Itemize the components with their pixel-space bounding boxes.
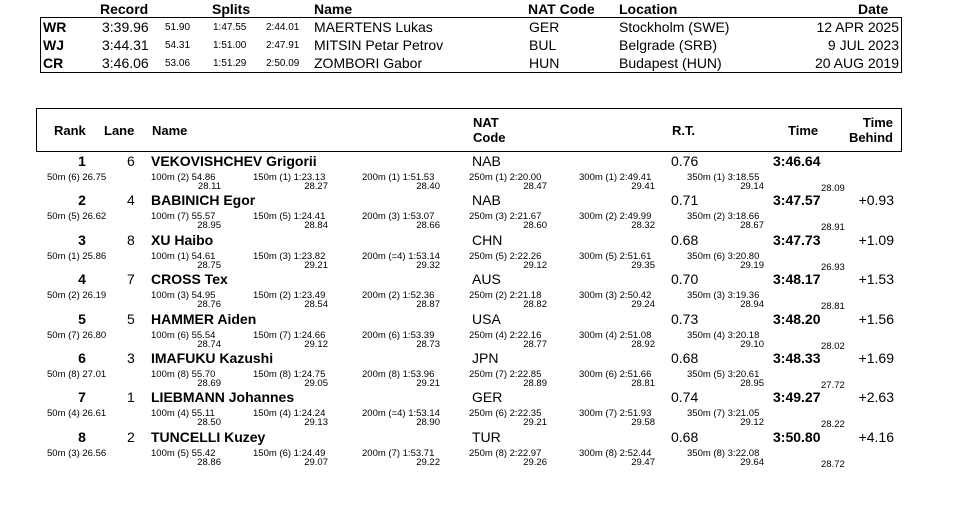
split-200m: 200m (2) 1:52.36	[362, 290, 435, 302]
final-time: 3:48.33	[773, 350, 821, 366]
reaction-time: 0.70	[671, 271, 699, 288]
split-50m: 50m (6) 26.75	[47, 172, 107, 183]
lap-300m: 29.35	[631, 259, 655, 271]
lap-400m: 28.02	[821, 340, 845, 352]
split-100m: 100m (1) 54.61	[151, 250, 216, 262]
lap-250m: 28.47	[523, 181, 547, 192]
lap-250m: 28.77	[523, 338, 547, 350]
lap-300m: 29.47	[631, 456, 655, 468]
final-time: 3:48.17	[773, 271, 821, 288]
lap-100m: 28.69	[197, 378, 221, 389]
lane: 1	[127, 389, 135, 406]
athlete-row	[36, 310, 902, 350]
split-300m: 300m (2) 2:49.99	[579, 211, 652, 223]
split-350m: 350m (2) 3:18.66	[687, 211, 760, 223]
split-50m: 50m (2) 26.19	[47, 290, 107, 302]
lane: 4	[127, 192, 135, 209]
lap-400m: 26.93	[821, 261, 845, 273]
split-350m: 350m (6) 3:20.80	[687, 250, 760, 262]
rank: 8	[78, 428, 86, 445]
record-location: Stockholm (SWE)	[619, 19, 730, 35]
split-150m: 150m (6) 1:24.49	[253, 447, 326, 459]
record-row	[41, 36, 901, 54]
lap-200m: 28.66	[416, 220, 440, 232]
location-header: Location	[619, 1, 678, 17]
lap-200m: 28.87	[416, 299, 440, 311]
split-150m: 150m (3) 1:23.82	[253, 250, 326, 262]
lap-100m: 28.75	[197, 259, 221, 271]
reaction-time: 0.76	[671, 153, 699, 169]
lap-350m: 28.95	[740, 378, 764, 389]
split-200m: 200m (=4) 1:53.14	[362, 408, 440, 420]
lane: 7	[127, 271, 135, 288]
final-time: 3:48.20	[773, 310, 821, 327]
record-name: ZOMBORI Gabor	[314, 55, 423, 71]
code-header: Code	[473, 130, 506, 145]
record-time: 3:39.96	[102, 19, 149, 35]
time-behind: +2.63	[858, 389, 894, 406]
athlete-row	[36, 428, 902, 468]
reaction-time: 0.68	[671, 231, 699, 248]
reaction-time: 0.73	[671, 310, 699, 327]
split-300m: 300m (3) 2:50.42	[579, 290, 652, 302]
lap-150m: 28.27	[304, 181, 328, 192]
split-250m: 250m (2) 2:21.18	[469, 290, 542, 302]
lap-350m: 29.19	[740, 259, 764, 271]
final-time: 3:47.73	[773, 231, 821, 248]
time-header: Time	[788, 123, 819, 138]
split-350m: 350m (7) 3:21.05	[687, 408, 760, 420]
date-header: Date	[858, 1, 889, 17]
lap-350m: 28.94	[740, 299, 764, 311]
reaction-time: 0.68	[671, 350, 699, 366]
rank: 4	[78, 271, 86, 288]
athlete-name: XU Haibo	[151, 231, 214, 248]
athlete-row	[36, 270, 902, 313]
record-time: 3:44.31	[102, 37, 149, 53]
lap-150m: 29.07	[304, 456, 328, 468]
name-header: Name	[314, 1, 353, 17]
lane: 8	[127, 231, 135, 248]
lap-100m: 28.86	[197, 456, 221, 468]
records-header	[40, 0, 902, 17]
split-200m: 200m (1) 1:51.53	[362, 172, 435, 183]
rank: 3	[78, 231, 86, 248]
lap-200m: 29.22	[416, 456, 440, 468]
record-nat: GER	[529, 19, 560, 35]
rank: 5	[78, 310, 86, 327]
reaction-time: 0.68	[671, 428, 699, 445]
lap-300m: 28.32	[631, 220, 655, 232]
rank-header: Rank	[54, 123, 86, 138]
athlete-name: IMAFUKU Kazushi	[151, 350, 274, 366]
lap-300m: 28.81	[631, 378, 655, 389]
lap-200m: 29.32	[416, 259, 440, 271]
lap-400m: 27.72	[821, 380, 845, 391]
lap-250m: 29.26	[523, 456, 547, 468]
split-100m: 100m (5) 55.42	[151, 447, 216, 459]
records-box	[40, 17, 902, 73]
athlete-name: TUNCELLI Kuzey	[151, 428, 266, 445]
time-behind: +0.93	[858, 192, 894, 209]
athlete-row	[36, 349, 902, 389]
athlete-row	[36, 388, 902, 431]
split-100m: 100m (2) 54.86	[151, 172, 216, 183]
split-50m: 50m (4) 26.61	[47, 408, 107, 420]
lane-header: Lane	[104, 123, 135, 138]
record-split-3: 2:44.01	[266, 22, 300, 33]
lap-350m: 29.12	[740, 417, 764, 429]
split-50m: 50m (8) 27.01	[47, 369, 107, 380]
lap-350m: 28.67	[740, 220, 764, 232]
lap-200m: 29.21	[416, 378, 440, 389]
split-350m: 350m (5) 3:20.61	[687, 369, 760, 380]
lap-150m: 29.21	[304, 259, 328, 271]
split-350m: 350m (1) 3:18.55	[687, 172, 760, 183]
athlete-row	[36, 231, 902, 271]
record-split-2: 1:51.00	[213, 40, 247, 51]
lane: 5	[127, 310, 135, 327]
nat-code: AUS	[472, 271, 501, 288]
time-behind: +1.56	[858, 310, 894, 327]
split-150m: 150m (7) 1:24.66	[253, 329, 326, 341]
record-date: 9 JUL 2023	[827, 37, 899, 53]
lap-300m: 28.92	[631, 338, 655, 350]
lap-300m: 29.58	[631, 417, 655, 429]
record-name: MAERTENS Lukas	[314, 19, 433, 35]
rank: 7	[78, 389, 86, 406]
record-nat: BUL	[529, 37, 557, 53]
split-100m: 100m (3) 54.95	[151, 290, 216, 302]
lap-100m: 28.74	[197, 338, 221, 350]
split-300m: 300m (6) 2:51.66	[579, 369, 652, 380]
record-type: CR	[43, 55, 64, 71]
nat-code: NAB	[472, 192, 501, 209]
lane: 3	[127, 350, 135, 366]
split-200m: 200m (=4) 1:53.14	[362, 250, 440, 262]
final-time: 3:49.27	[773, 389, 821, 406]
athlete-row	[36, 191, 902, 234]
record-nat: HUN	[529, 55, 560, 71]
split-250m: 250m (1) 2:20.00	[469, 172, 542, 183]
lap-400m: 28.81	[821, 301, 845, 313]
final-time: 3:50.80	[773, 428, 821, 445]
splits-header: Splits	[212, 1, 251, 17]
rank: 6	[78, 350, 86, 366]
nat-code: USA	[472, 310, 501, 327]
lap-100m: 28.11	[197, 181, 221, 192]
lap-150m: 28.84	[304, 220, 328, 232]
athlete-name: BABINICH Egor	[151, 192, 256, 209]
split-300m: 300m (7) 2:51.93	[579, 408, 652, 420]
time-behind: +1.53	[858, 271, 894, 288]
lap-100m: 28.76	[197, 299, 221, 311]
nat-code: TUR	[472, 428, 501, 445]
lap-350m: 29.64	[740, 456, 764, 468]
record-location: Belgrade (SRB)	[619, 37, 718, 53]
split-150m: 150m (4) 1:24.24	[253, 408, 326, 420]
split-200m: 200m (6) 1:53.39	[362, 329, 435, 341]
record-split-3: 2:47.91	[266, 40, 300, 51]
record-split-2: 1:47.55	[213, 22, 247, 33]
split-250m: 250m (5) 2:22.26	[469, 250, 542, 262]
athlete-name: HAMMER Aiden	[151, 310, 257, 327]
record-row	[41, 54, 901, 72]
split-250m: 250m (8) 2:22.97	[469, 447, 542, 459]
split-250m: 250m (4) 2:22.16	[469, 329, 542, 341]
reaction-time: 0.74	[671, 389, 699, 406]
lap-400m: 28.22	[821, 419, 845, 431]
reaction-time: 0.71	[671, 192, 699, 209]
rt-header: R.T.	[672, 123, 696, 138]
split-250m: 250m (6) 2:22.35	[469, 408, 542, 420]
rank: 2	[78, 192, 86, 209]
record-split-1: 54.31	[165, 40, 191, 51]
athlete-row	[36, 152, 902, 192]
lap-150m: 28.54	[304, 299, 328, 311]
athlete-name: CROSS Tex	[151, 271, 228, 288]
record-name: MITSIN Petar Petrov	[314, 37, 444, 53]
split-150m: 150m (5) 1:24.41	[253, 211, 326, 223]
nat-code: CHN	[472, 231, 503, 248]
split-250m: 250m (3) 2:21.67	[469, 211, 542, 223]
lap-150m: 29.12	[304, 338, 328, 350]
lap-400m: 28.09	[821, 183, 845, 194]
split-200m: 200m (7) 1:53.71	[362, 447, 435, 459]
nat-code-header: NAT Code	[528, 1, 595, 17]
nat-code: NAB	[472, 153, 501, 169]
split-350m: 350m (4) 3:20.18	[687, 329, 760, 341]
split-100m: 100m (4) 55.11	[151, 408, 215, 420]
lap-100m: 28.95	[197, 220, 221, 232]
lap-250m: 29.21	[523, 417, 547, 429]
behind-header: Behind	[848, 130, 893, 145]
record-date: 12 APR 2025	[816, 19, 899, 35]
nat-header: NAT	[473, 115, 499, 130]
athlete-name: LIEBMANN Johannes	[151, 389, 295, 406]
lap-350m: 29.10	[740, 338, 764, 350]
time-behind: +1.09	[858, 231, 894, 248]
rank: 1	[78, 153, 86, 169]
split-50m: 50m (5) 26.62	[47, 211, 107, 223]
nat-code: JPN	[472, 350, 499, 366]
record-row	[41, 18, 901, 36]
record-header: Record	[100, 1, 149, 17]
name-header: Name	[152, 123, 188, 138]
split-200m: 200m (3) 1:53.07	[362, 211, 435, 223]
record-split-3: 2:50.09	[266, 58, 300, 69]
split-300m: 300m (1) 2:49.41	[579, 172, 652, 183]
lap-100m: 28.50	[197, 417, 221, 429]
lap-150m: 29.05	[304, 378, 328, 389]
lap-250m: 28.82	[523, 299, 547, 311]
record-date: 20 AUG 2019	[814, 55, 899, 71]
nat-code: GER	[472, 389, 503, 406]
lane: 6	[127, 153, 135, 169]
results-header	[36, 108, 902, 152]
split-150m: 150m (1) 1:23.13	[253, 172, 326, 183]
split-100m: 100m (7) 55.57	[151, 211, 216, 223]
record-type: WJ	[43, 37, 64, 53]
lap-150m: 29.13	[304, 417, 328, 429]
lap-400m: 28.72	[821, 458, 845, 470]
split-150m: 150m (8) 1:24.75	[253, 369, 326, 380]
final-time: 3:47.57	[773, 192, 821, 209]
lap-250m: 28.60	[523, 220, 547, 232]
split-250m: 250m (7) 2:22.85	[469, 369, 542, 380]
lane: 2	[127, 428, 135, 445]
split-50m: 50m (7) 26.80	[47, 329, 107, 341]
split-100m: 100m (8) 55.70	[151, 369, 216, 380]
record-type: WR	[43, 19, 67, 35]
lap-300m: 29.41	[631, 181, 655, 192]
split-300m: 300m (5) 2:51.61	[579, 250, 652, 262]
split-350m: 350m (8) 3:22.08	[687, 447, 760, 459]
split-50m: 50m (1) 25.86	[47, 250, 107, 262]
lap-300m: 29.24	[631, 299, 655, 311]
lap-350m: 29.14	[740, 181, 764, 192]
lap-250m: 29.12	[523, 259, 547, 271]
lap-400m: 28.91	[821, 222, 845, 234]
record-split-2: 1:51.29	[213, 58, 247, 69]
time-behind-header: Time	[862, 115, 893, 130]
split-100m: 100m (6) 55.54	[151, 329, 216, 341]
lap-200m: 28.73	[416, 338, 440, 350]
time-behind: +4.16	[858, 428, 894, 445]
split-50m: 50m (3) 26.56	[47, 447, 107, 459]
lap-200m: 28.40	[416, 181, 440, 192]
athlete-name: VEKOVISHCHEV Grigorii	[151, 153, 317, 169]
lap-250m: 28.89	[523, 378, 547, 389]
split-350m: 350m (3) 3:19.36	[687, 290, 760, 302]
record-time: 3:46.06	[102, 55, 149, 71]
split-150m: 150m (2) 1:23.49	[253, 290, 326, 302]
lap-200m: 28.90	[416, 417, 440, 429]
record-split-1: 53.06	[165, 58, 191, 69]
record-split-1: 51.90	[165, 22, 191, 33]
split-300m: 300m (8) 2:52.44	[579, 447, 652, 459]
split-300m: 300m (4) 2:51.08	[579, 329, 652, 341]
time-behind: +1.69	[858, 350, 894, 366]
split-200m: 200m (8) 1:53.96	[362, 369, 435, 380]
record-location: Budapest (HUN)	[619, 55, 722, 71]
final-time: 3:46.64	[773, 153, 821, 169]
